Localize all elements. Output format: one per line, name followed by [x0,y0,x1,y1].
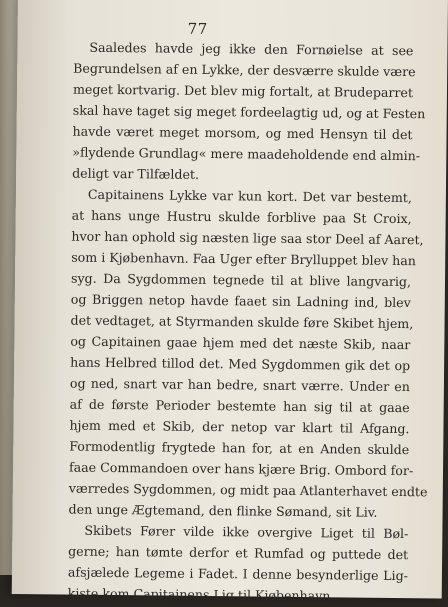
text-line: og ned, snart var han bedre, snart værre. Under en [69,375,410,395]
text-line: meget kortvarig. Det blev mig fortalt, at Brudeparret [72,81,414,101]
text-line: Capitainens Lykke var kun kort. Det var bestemt, [87,186,412,206]
text-line: at hans unge Hustru skulde forblive paa St Croix, [71,207,412,227]
text-line: og Briggen netop havde faaet sin Ladning ind, blev [70,291,411,311]
text-line: hjem med et Skib, der netop var klart til Afgang. [69,417,410,437]
page-number: 77 [187,19,208,38]
text-line: og Capitainen gaae hjem med det næste Skib, naar [70,333,411,353]
text-line: af de første Perioder bestemte han sig til at gaae [69,396,410,416]
text-line: deligt var Tilfældet. [72,165,200,182]
text-line: Saaledes havde jeg ikke den Fornøielse at see [89,39,414,59]
text-line: som i Kjøbenhavn. Faa Uger efter Brylluppet blev han [71,249,416,269]
text-line: skal have taget sig meget fordeelagtig ud, og at Festen [72,102,426,122]
text-line: hans Helbred tillod det. Med Sygdommen gik det op [70,354,411,374]
text-line: syg. Da Sygdommen tegnede til at blive langvarig, [70,270,412,290]
text-line: Skibets Fører vilde ikke overgive Liget til Bøl- [84,522,409,542]
text-line: hvor han ophold sig næsten lige saa stor Deel af Aaret, [71,228,424,248]
text-line: »flydende Grundlag« mere maadeholdende end almin- [72,144,421,164]
text-line: Begrundelsen af en Lykke, der desværre skulde være [73,60,416,80]
book-page [12,0,448,604]
text-line: gerne; han tømte derfor et Rumfad og puttede det [68,543,409,563]
page-text [67,37,428,607]
text-line: værredes Sygdommen, og midt paa Atlanterhavet endte [68,480,428,500]
text-line: faae Commandoen over hans kjære Brig. Ombord for- [68,459,414,479]
text-line: den unge Ægtemand, den flinke Sømand, sit Liv. [68,501,378,520]
text-line: afsjælede Legeme i Fadet. I denne besynderlige Lig- [67,564,409,584]
text-line: havde været meget morsom, og med Hensyn til det [72,123,413,143]
text-line: det vedtaget, at Styrmanden skulde føre Skibet hjem, [70,312,414,332]
text-line: Formodentlig frygtede han for, at en Anden skulde [69,438,410,458]
text-line: kiste kom Capitainens Lig til Kjøbenhavn. [67,585,335,604]
